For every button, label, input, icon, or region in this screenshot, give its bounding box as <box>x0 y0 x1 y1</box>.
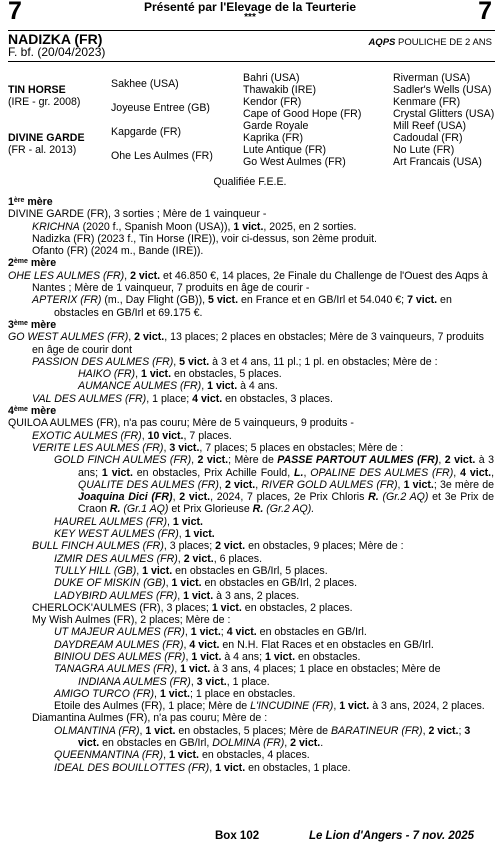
produce-line: VAL DES AULMES (FR), 1 place; 4 vict. en obstacles, 3 places. <box>32 392 333 405</box>
dam-line: QUILOA AULMES (FR), n'a pas couru; Mère de 5 vainqueurs, 9 produits - <box>8 417 354 430</box>
gen4-4: Crystal Glitters (USA) <box>393 108 495 120</box>
gen2-3: Kapgarde (FR) <box>111 126 182 138</box>
gen3-2: Thawakib (IRE) <box>243 84 316 96</box>
produce-line: Diamantina Aulmes (FR), n'a pas couru; Mère de : <box>32 712 268 725</box>
produce-line: HAUREL AULMES (FR), 1 vict. <box>54 515 203 528</box>
horse-category: AQPS POULICHE DE 2 ANS <box>368 37 492 48</box>
gen4-6: Cadoudal (FR) <box>393 132 463 144</box>
produce-line: OLMANTINA (FR), 1 vict. en obstacles, 5 places; Mère de BARATINEUR (FR), 2 vict.; 3 vict. en obstacles en GB/Irl, DOLMINA (FR), 2 vict.. <box>54 724 471 750</box>
gen3-3: Kendor (FR) <box>243 96 302 108</box>
produce-line: IZMIR DES AULMES (FR), 2 vict., 6 places. <box>54 552 263 565</box>
section-2-heading: 2ème mère <box>8 257 57 270</box>
stars: *** <box>244 12 256 23</box>
produce-line: TULLY HILL (GB), 1 vict. en obstacles en GB/Irl, 5 places. <box>54 564 328 577</box>
gen3-8: Go West Aulmes (FR) <box>243 156 346 168</box>
produce-line: UT MAJEUR AULMES (FR), 1 vict.; 4 vict. en obstacles en GB/Irl. <box>54 626 367 639</box>
dam-detail: (FR - al. 2013) <box>8 144 77 156</box>
produce-line: INDIANA AULMES (FR), 3 vict., 1 place. <box>78 675 270 688</box>
sale-info: Le Lion d'Angers - 7 nov. 2025 <box>308 830 474 842</box>
qualification: Qualifiée F.E.E. <box>213 176 287 188</box>
produce-line: APTERIX (FR) (m., Day Flight (GB)), 5 vict. en France et en GB/Irl et 54.040 €; 7 vict. en obstacles en GB/Irl et 69.175 €. <box>32 294 452 319</box>
sire-detail: (IRE - gr. 2008) <box>8 96 81 108</box>
horse-sex-birth: F. bf. (20/04/2023) <box>8 45 106 59</box>
gen4-8: Art Francais (USA) <box>393 156 482 168</box>
presenter: Présenté par l'Elevage de la Teurterie <box>143 0 357 14</box>
lot-number-left: 7 <box>8 0 22 25</box>
produce-line: CHERLOCK'AULMES (FR), 3 places; 1 vict. en obstacles, 2 places. <box>32 601 353 614</box>
produce-line: LADYBIRD AULMES (FR), 1 vict. à 3 ans, 2 places. <box>54 589 300 602</box>
produce-line: DAYDREAM AULMES (FR), 4 vict. en N.H. Flat Races et en obstacles en GB/Irl. <box>54 638 434 651</box>
gen4-1: Riverman (USA) <box>393 72 471 84</box>
produce-line: QUEENMANTINA (FR), 1 vict. en obstacles, 4 places. <box>54 749 310 762</box>
produce-line: PASSION DES AULMES (FR), 5 vict. à 3 et 4 ans, 11 pl.; 1 pl. en obstacles; Mère de : <box>32 355 438 368</box>
produce-line: TANAGRA AULMES (FR), 1 vict. à 3 ans, 4 places; 1 place en obstacles; Mère de <box>54 663 441 676</box>
dam-line: GO WEST AULMES (FR), 2 vict., 13 places; 2 places en obstacles; Mère de 3 vainqueurs, 7 produits en âge de courir dont <box>8 331 484 356</box>
box-number: Box 102 <box>215 830 260 842</box>
produce-record <box>8 196 494 774</box>
gen4-2: Sadler's Wells (USA) <box>393 84 492 96</box>
lot-number-right: 7 <box>478 0 492 25</box>
produce-line: AMIGO TURCO (FR), 1 vict.; 1 place en obstacles. <box>54 687 296 700</box>
gen4-7: No Lute (FR) <box>393 144 455 156</box>
produce-line: EXOTIC AULMES (FR), 10 vict., 7 places. <box>32 429 232 442</box>
gen4-5: Mill Reef (USA) <box>393 120 466 132</box>
section-3-heading: 3ème mère <box>8 318 57 331</box>
sire-name: TIN HORSE <box>8 84 66 96</box>
produce-line: Nadizka (FR) (2023 f., Tin Horse (IRE)), voir ci-dessus, son 2ème produit. <box>32 232 378 245</box>
dam-name: DIVINE GARDE <box>8 132 85 144</box>
produce-line: AUMANCE AULMES (FR), 1 vict. à 4 ans. <box>78 380 278 393</box>
produce-line: DUKE OF MISKIN (GB), 1 vict. en obstacles en GB/Irl, 2 places. <box>54 577 358 590</box>
produce-line: Etoile des Aulmes (FR), 1 place; Mère de L'INCUDINE (FR), 1 vict. à 3 ans, 2024, 2 places. <box>54 700 485 713</box>
produce-line: HAIKO (FR), 1 vict. en obstacles, 5 places. <box>78 368 282 381</box>
horse-name: NADIZKA (FR) <box>8 31 103 47</box>
produce-line: VERITE LES AULMES (FR), 3 vict., 7 places; 5 places en obstacles; Mère de : <box>32 441 404 454</box>
gen3-7: Lute Antique (FR) <box>243 144 327 156</box>
produce-line: IDEAL DES BOUILLOTTES (FR), 1 vict. en obstacles, 1 place. <box>54 761 351 774</box>
produce-line: GOLD FINCH AULMES (FR), 2 vict.; Mère de PASSE PARTOUT AULMES (FR), 2 vict. à 3 ans; 1 vict. en obstacles, Prix Achille Fould, L., OPALINE DES AULMES (FR), 4 vict., QUALITE DES AULMES (FR), 2 vict., RIVER GOLD AULMES (FR), 1 vict.; 3e mère de Joaquina Dici (FR), 2 vict., 2024, 7 places, 2e Prix Chloris R. (Gr.2 AQ) et 3e Prix de Craon R. (Gr.1 AQ) et Prix Glorieuse R. (Gr.2 AQ). <box>54 454 495 516</box>
section-4-heading: 4ème mère <box>8 405 57 418</box>
produce-line: BULL FINCH AULMES (FR), 3 places; 2 vict. en obstacles, 9 places; Mère de : <box>32 540 404 553</box>
gen3-6: Kaprika (FR) <box>243 132 304 144</box>
dam-line: OHE LES AULMES (FR), 2 vict. et 46.850 €, 14 places, 2e Finale du Challenge de l'Ouest des Aqps à Nantes ; Mère de 1 vainqueur, 7 produits en âge de courir - <box>8 269 488 295</box>
produce-line: Ofanto (FR) (2024 m., Bande (IRE)). <box>32 245 204 258</box>
pedigree-rule <box>8 61 495 62</box>
gen2-1: Sakhee (USA) <box>111 78 179 90</box>
section-1-heading: 1ère mère <box>8 196 53 208</box>
dam-line: DIVINE GARDE (FR), 3 sorties ; Mère de 1 vainqueur - <box>8 208 267 221</box>
produce-line: KRICHNA (2020 f., Spanish Moon (USA)), 1 vict., 2025, en 2 sorties. <box>32 220 357 233</box>
produce-line: KEY WEST AULMES (FR), 1 vict. <box>54 528 215 541</box>
gen3-1: Bahri (USA) <box>243 72 300 84</box>
gen2-4: Ohe Les Aulmes (FR) <box>111 150 213 162</box>
gen3-4: Cape of Good Hope (FR) <box>243 108 362 120</box>
produce-line: BINIOU DES AULMES (FR), 1 vict. à 4 ans; 1 vict. en obstacles. <box>54 650 361 663</box>
gen3-5: Garde Royale <box>243 120 309 132</box>
produce-line: My Wish Aulmes (FR), 2 places; Mère de : <box>32 614 231 627</box>
gen4-3: Kenmare (FR) <box>393 96 461 108</box>
gen2-2: Joyeuse Entree (GB) <box>111 102 210 114</box>
